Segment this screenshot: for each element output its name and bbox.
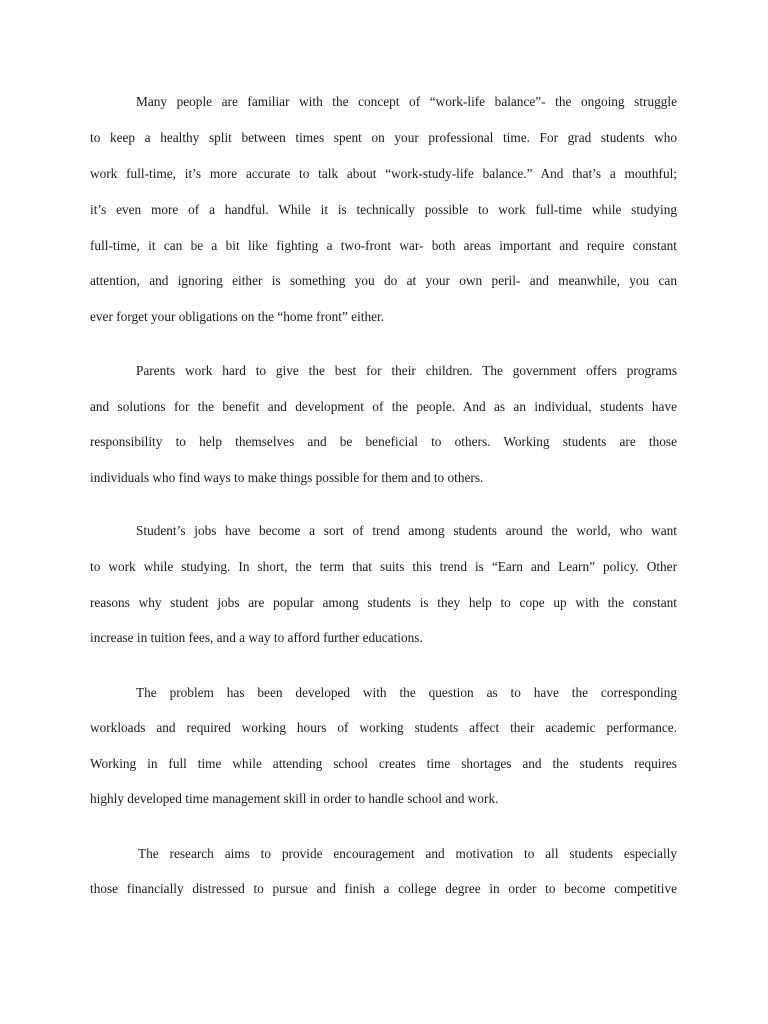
- text-line: those financially distressed to pursue and finish a college degree in order to become competitive: [90, 881, 677, 896]
- text-line: to keep a healthy split between times spent on your professional time. For grad students who: [90, 130, 677, 145]
- text-line: reasons why student jobs are popular among students is they help to cope up with the constant: [90, 595, 677, 610]
- text-line: The problem has been developed with the question as to have the corresponding: [136, 685, 677, 700]
- text-line: Parents work hard to give the best for their children. The government offers programs: [136, 363, 677, 378]
- text-line: responsibility to help themselves and be beneficial to others. Working students are those: [90, 434, 677, 449]
- text-line: Working in full time while attending school creates time shortages and the students requires: [90, 756, 677, 771]
- text-line: workloads and required working hours of working students affect their academic performance.: [90, 720, 677, 735]
- text-line: work full-time, it’s more accurate to talk about “work-study-life balance.” And that’s a mouthful;: [90, 166, 677, 181]
- text-line: Student’s jobs have become a sort of trend among students around the world, who want: [136, 523, 677, 538]
- text-line: to work while studying. In short, the term that suits this trend is “Earn and Learn” policy. Other: [90, 559, 677, 574]
- text-line: full-time, it can be a bit like fighting a two-front war- both areas important and require constant: [90, 238, 677, 253]
- text-line: individuals who find ways to make things possible for them and to others.: [90, 470, 484, 485]
- text-line: it’s even more of a handful. While it is technically possible to work full-time while studying: [90, 202, 677, 217]
- text-line: and solutions for the benefit and development of the people. And as an individual, students have: [90, 399, 677, 414]
- text-line: The research aims to provide encouragement and motivation to all students especially: [138, 846, 677, 861]
- text-line: increase in tuition fees, and a way to afford further educations.: [90, 630, 423, 645]
- text-line: Many people are familiar with the concept of “work-life balance”- the ongoing struggle: [136, 94, 677, 109]
- text-line: ever forget your obligations on the “home front” either.: [90, 309, 385, 324]
- text-line: highly developed time management skill in order to handle school and work.: [90, 791, 499, 806]
- text-line: attention, and ignoring either is something you do at your own peril- and meanwhile, you can: [90, 273, 677, 288]
